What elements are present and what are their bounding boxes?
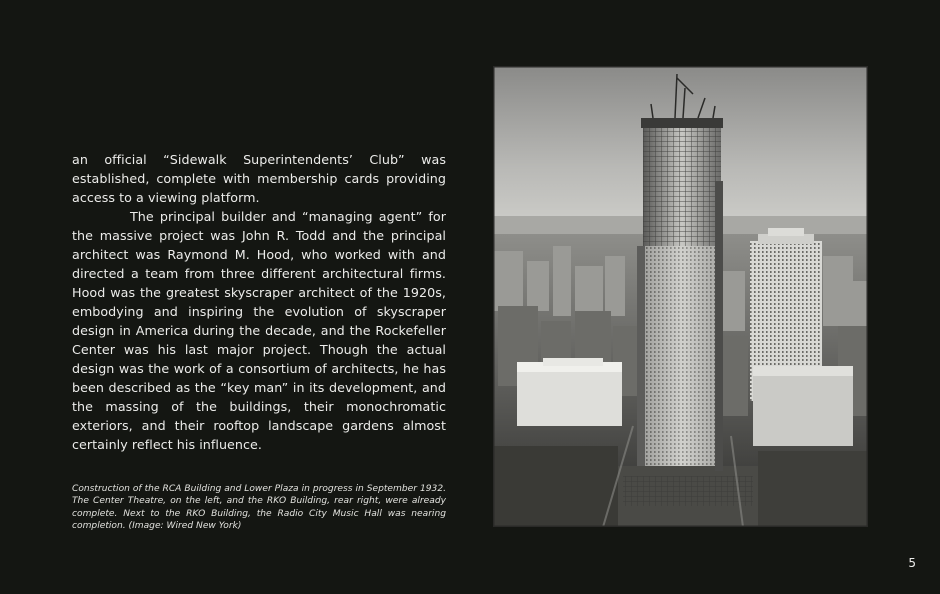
paragraph-1: an official “Sidewalk Superintendents’ Club” was established, complete with membership cards providing access to a viewing platform.	[72, 152, 446, 205]
paragraph-2: The principal builder and “managing agent” for the massive project was John R. Todd and the principal architect was Raymond M. Hood, who worked with and directed a team from three different architectural firms. Hood was the greatest skyscraper architect of the 1920s, embodying and inspiring the evolution of skyscraper design in America during the decade, and the Rockefeller Center was his last major project. Though the actual design was the work of a consortium of architects, he has been described as the “key man” in its development, and the massing of the buildings, their monochromatic exteriors, and their rooftop landscape gardens almost certainly reflect his influence.	[72, 209, 446, 452]
construction-photo-image	[493, 66, 868, 527]
photo-caption: Construction of the RCA Building and Lower Plaza in progress in September 1932. The Center Theatre, on the left, and the RKO Building, rear right, were already complete. Next to the RKO Building, the Radio City Music Hall was nearing completion. (Image: Wired New York)	[72, 484, 446, 531]
page-number: 5	[908, 556, 916, 570]
construction-photo	[493, 66, 868, 527]
body-text	[72, 150, 446, 454]
